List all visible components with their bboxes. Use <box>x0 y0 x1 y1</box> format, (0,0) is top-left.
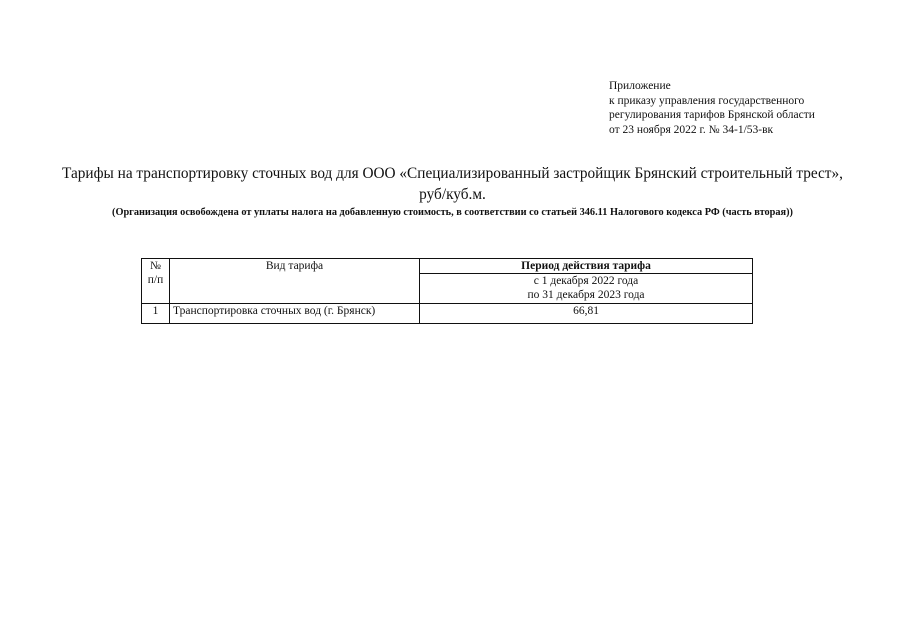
row-tariff-value: 66,81 <box>420 304 753 324</box>
period-to: по 31 декабря 2023 года <box>527 289 645 301</box>
tariff-table <box>141 258 753 324</box>
header-period: Период действия тарифа <box>420 259 753 274</box>
row-tariff-type: Транспортировка сточных вод (г. Брянск) <box>170 304 420 324</box>
table-row <box>142 304 753 324</box>
appendix-block <box>609 79 815 137</box>
appendix-line: от 23 ноября 2022 г. № 34-1/53-вк <box>609 123 774 136</box>
document-title-unit: руб/куб.м. <box>419 186 486 203</box>
header-tariff-type: Вид тарифа <box>170 259 420 304</box>
header-period-dates <box>420 274 753 304</box>
document-title: Тарифы на транспортировку сточных вод для ООО «Специализированный застройщик Брянский строительный трест», <box>62 165 843 182</box>
header-number-abbr: п/п <box>147 274 164 286</box>
table-header-row <box>142 259 753 274</box>
appendix-line: к приказу управления государственного <box>609 94 805 107</box>
appendix-line: Приложение <box>609 80 671 92</box>
period-from: с 1 декабря 2022 года <box>533 275 639 287</box>
appendix-line: регулирования тарифов Брянской области <box>609 109 815 122</box>
tax-exemption-note: (Организация освобождена от уплаты налога на добавленную стоимость, в соответствии со статьей 346.11 Налогового кодекса РФ (часть вторая)) <box>112 207 793 218</box>
row-number: 1 <box>142 304 170 324</box>
header-number-symbol: № <box>150 260 161 272</box>
header-number <box>142 259 170 304</box>
